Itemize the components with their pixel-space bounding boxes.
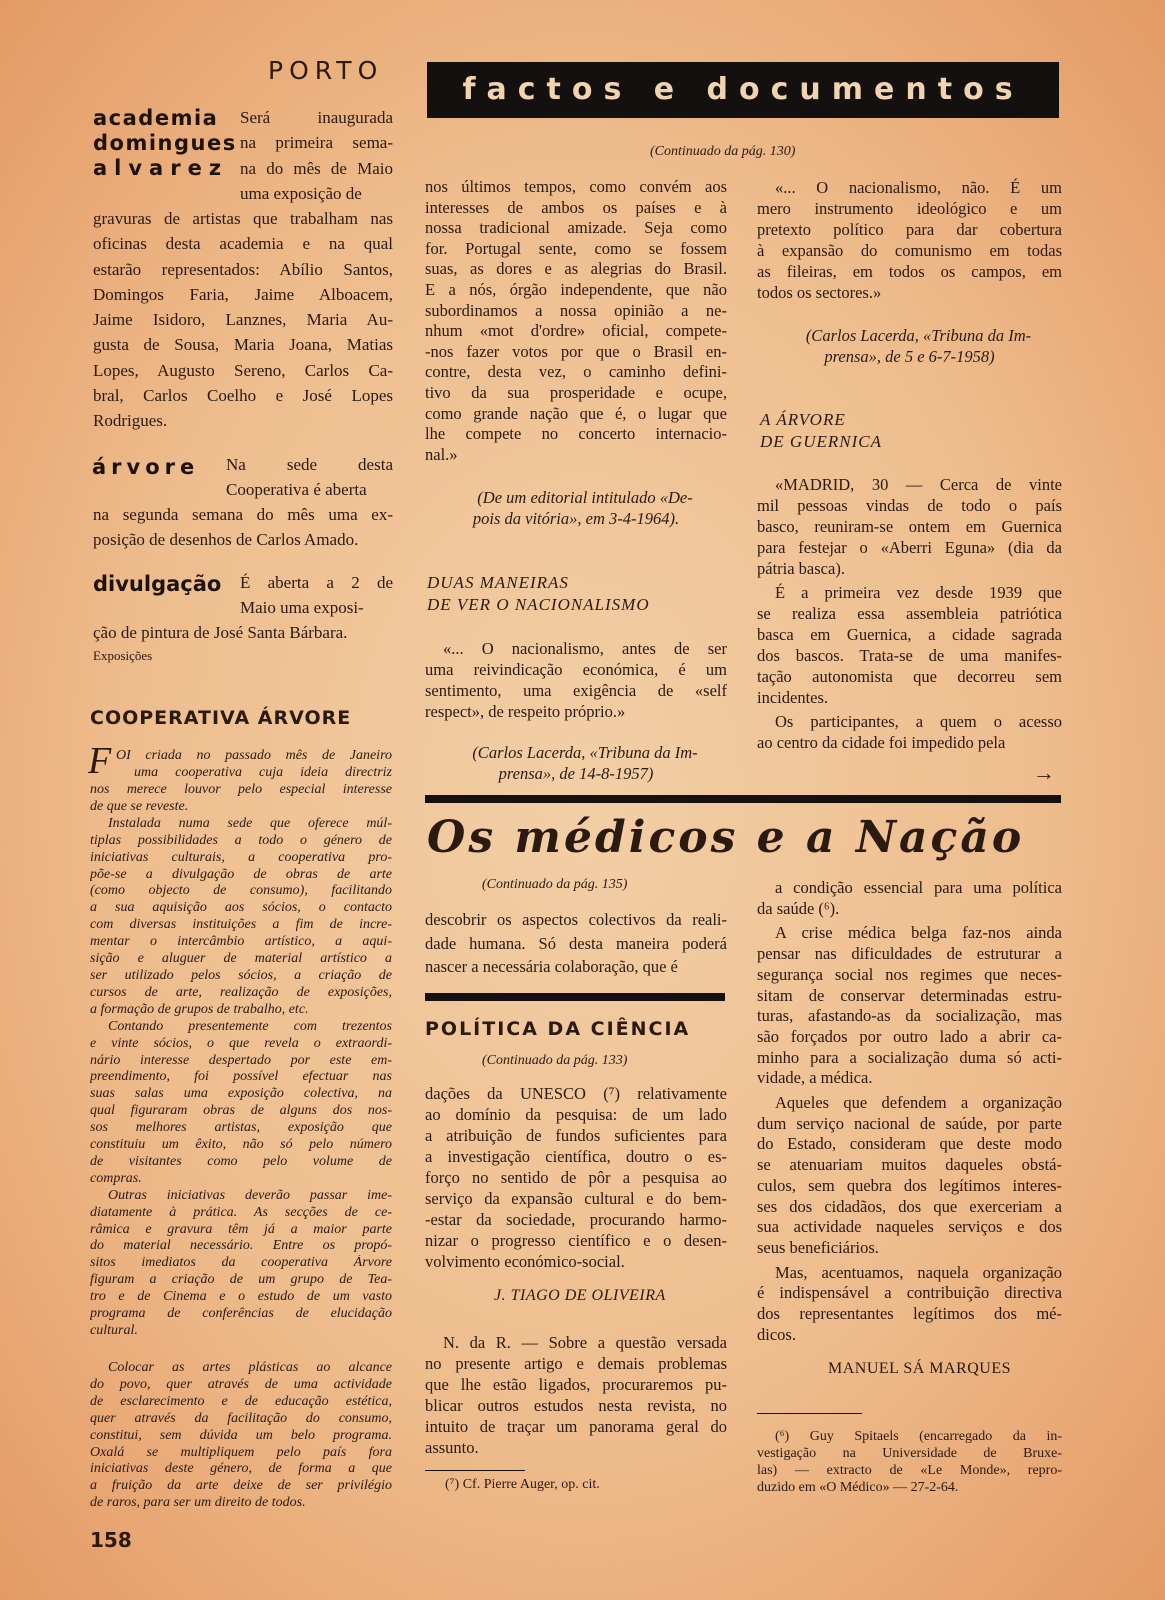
- text-line: se atenuariam muitos daqueles obstá-: [757, 1155, 1062, 1175]
- text-line: suas salas uma exposição colectiva, na: [90, 1086, 392, 1102]
- text-line: oficinas desta academia e na qual: [93, 234, 393, 254]
- text-line: as fileiras, em todos os campos, em: [757, 262, 1062, 281]
- text-line: é indispensável a contribuição directiva: [757, 1283, 1062, 1303]
- text-line: de visitantes como pelo volume de: [90, 1153, 392, 1169]
- text-line: a atribuição de fundos suficientes para: [425, 1126, 727, 1145]
- text-line: forço no sentido de pôr a pesquisa ao: [425, 1168, 727, 1187]
- text-line: sitam de conservar determinadas estru-: [757, 985, 1062, 1005]
- text-line: nal.»: [425, 444, 458, 464]
- text-line: Colocar as artes plásticas ao alcance: [108, 1360, 392, 1375]
- paragraph: [757, 878, 1062, 919]
- cooperativa-first: [116, 748, 392, 782]
- text-line: ser utilizado pelos sócios, a criação de: [90, 967, 392, 983]
- text-line: de esclarecimento e de educação estética,: [90, 1393, 392, 1409]
- text-line: segurança social nos regimes que neces-: [757, 964, 1062, 984]
- section-banner: factos e documentos: [427, 62, 1059, 118]
- text-line: dum serviço nacional de saúde, por parte: [757, 1113, 1062, 1133]
- text-line: compras.: [90, 1170, 142, 1186]
- text-line: a formação de grupos de trabalho, etc.: [90, 1001, 309, 1017]
- paragraph: [757, 582, 1062, 708]
- text-line: sua actividade naqueles serviços e dos: [757, 1217, 1062, 1237]
- paragraph: [757, 474, 1062, 579]
- text-line: do Estado, consideram que deste modo: [757, 1134, 1062, 1154]
- text-line: bral, Carlos Coelho e José Lopes: [93, 386, 393, 406]
- text-line: pensar nas dificuldades de estruturar a: [757, 944, 1062, 964]
- nacionalismo-quote: [425, 638, 727, 722]
- text-line: na do mês de Maio: [240, 158, 393, 178]
- politica-heading: POLÍTICA DA CIÊNCIA: [425, 1018, 691, 1040]
- text-line: a investigação científica, doutro o es-: [425, 1147, 727, 1166]
- text-line: suas, as dores e as alegrias do Brasil.: [425, 259, 727, 279]
- divulgacao-body: [93, 620, 393, 645]
- text-line: (⁶) Guy Spitaels (encarregado da in-: [775, 1429, 1062, 1444]
- text-line: uma exposição de: [240, 183, 362, 203]
- text-line: blicar outros estudos nesta revista, no: [425, 1396, 727, 1415]
- text-line: assunto.: [425, 1438, 479, 1457]
- text-line: É a primeira vez desde 1939 que: [775, 583, 1062, 602]
- text-line: a condição essencial para uma política: [775, 878, 1062, 897]
- text-line: prensa», de 5 e 6-7-1958): [824, 347, 995, 366]
- text-line: para festejar o «Aberri Eguna» (dia da: [757, 538, 1062, 557]
- paragraph: [425, 487, 727, 529]
- text-line: se realiza essa assembleia patriótica: [757, 604, 1062, 623]
- text-line: minho para a socialização duma só acti-: [757, 1047, 1062, 1067]
- text-line: ses dos cidadãos, dos que exerceriam a: [757, 1196, 1062, 1216]
- text-line: são forçados por outro lado a abrir ca-: [757, 1026, 1062, 1046]
- text-line: incidentes.: [757, 688, 829, 707]
- text-line: constitui, sem dúvida um belo programa.: [90, 1427, 392, 1443]
- heading-line: alvarez: [93, 156, 229, 180]
- text-line: tiplas possibilidades a todo o género de: [90, 832, 392, 848]
- text-line: Instalada numa sede que oferece múl-: [108, 815, 392, 831]
- text-line: Contando presentemente com trezentos: [108, 1018, 392, 1034]
- text-line: mero instrumento ideológico e um: [757, 199, 1062, 218]
- text-line: diatamente à prática. As secções de ce-: [90, 1204, 392, 1220]
- text-line: todos os sectores.»: [757, 283, 882, 302]
- text-line: Lopes, Augusto Sereno, Carlos Ca-: [93, 360, 393, 380]
- text-line: Será inaugurada: [240, 108, 393, 127]
- text-line: pátria basca).: [757, 559, 845, 578]
- heading-line: academia: [93, 106, 219, 130]
- medicos-text-right: [757, 878, 1062, 1345]
- text-line: nos últimos tempos, como convém aos: [425, 177, 727, 196]
- text-line: «MADRID, 30 — Cerca de vinte: [775, 475, 1062, 494]
- text-line: do material necessário. Entre os propó-: [90, 1238, 392, 1254]
- guernica-text: [757, 474, 1062, 753]
- text-line: Maio uma exposi-: [240, 598, 364, 617]
- text-line: a fruição da arte deixe de ser privilégio: [90, 1478, 392, 1494]
- text-line: pois da vitória», em 3-4-1964).: [472, 509, 680, 528]
- text-line: nário interesse despertado por este em-: [90, 1052, 392, 1068]
- text-line: subordinamos a nossa opinião a ne-: [425, 300, 727, 320]
- paragraph: [90, 782, 392, 816]
- text-line: respect», de respeito próprio.»: [425, 702, 626, 721]
- text-line: sição e aluguer de material artístico a: [90, 951, 392, 967]
- text-line: (De um editorial intitulado «De-: [477, 488, 693, 507]
- paragraph: [93, 206, 393, 434]
- paragraph: [425, 177, 727, 465]
- politica-author: J. TIAGO DE OLIVEIRA: [494, 1287, 666, 1304]
- paragraph: [425, 638, 727, 722]
- paragraph: [90, 1188, 392, 1340]
- medicos-text: [425, 908, 727, 979]
- text-line: mil pessoas vindas de todo o país: [757, 496, 1062, 515]
- paragraph: [757, 711, 1062, 753]
- editorial-text: [425, 177, 727, 465]
- academia-body: [93, 206, 393, 434]
- text-line: iniciativas culturais, a cooperativa pro-: [90, 849, 392, 865]
- paragraph: [240, 105, 393, 206]
- text-line: Cooperativa é aberta: [226, 480, 367, 499]
- text-line: estarão representados: Abílio Santos,: [93, 259, 393, 279]
- text-line: descobrir os aspectos colectivos da reali-: [425, 910, 727, 929]
- text-line: dade humana. Só desta maneira poderá: [425, 933, 727, 953]
- paragraph: [240, 570, 393, 620]
- paragraph: [226, 452, 393, 502]
- divulgacao-tag: Exposições: [93, 648, 153, 663]
- paragraph: [757, 1263, 1062, 1346]
- text-line: mentar o intercâmbio artístico, a aqui-: [90, 934, 392, 950]
- text-line: A crise médica belga faz-nos ainda: [775, 923, 1062, 943]
- text-line: tivo da sua prosperidade e ocupe,: [425, 382, 727, 402]
- politica-footnote: (⁷) Cf. Pierre Auger, op. cit.: [445, 1477, 600, 1492]
- text-line: duzido em «O Médico» — 27-2-64.: [757, 1480, 959, 1495]
- nacionalismo-citation: [425, 742, 727, 784]
- text-line: com diversas instituições a fim de incre-: [90, 917, 392, 933]
- editorial-citation: [425, 487, 727, 529]
- nacionalismo-heading: [427, 572, 650, 615]
- guernica-heading: [760, 409, 882, 452]
- text-line: serviço da expansão cultural e do bem-: [425, 1189, 727, 1208]
- text-line: sos melhores artistas, exposição que: [90, 1120, 392, 1136]
- paragraph: [425, 742, 727, 784]
- text-line: gusta de Sousa, Maria Joana, Matias: [93, 335, 393, 355]
- text-line: las) — extracto de «Le Monde», repro-: [757, 1463, 1062, 1478]
- text-line: -estar da sociedade, procurando harmo-: [425, 1210, 727, 1229]
- text-line: râmica e gravura têm já a maior parte: [90, 1221, 392, 1237]
- text-line: basca em Guernica, a cidade sagrada: [757, 625, 1062, 644]
- arvore-heading: árvore: [92, 455, 200, 479]
- cooperativa-body: [90, 782, 392, 1340]
- text-line: de que se reveste.: [90, 798, 189, 814]
- text-line: posição de desenhos de Carlos Amado.: [93, 530, 359, 549]
- text-line: (Carlos Lacerda, «Tribuna da Im-: [805, 326, 1032, 345]
- academia-intro: [240, 105, 393, 206]
- text-line: tação autonomista que decorreu sem: [757, 667, 1062, 686]
- text-line: (Carlos Lacerda, «Tribuna da Im-: [472, 743, 698, 762]
- medicos-author: MANUEL SÁ MARQUES: [828, 1360, 1012, 1377]
- text-line: interesses de ambos os países e à: [425, 197, 727, 217]
- text-line: «... O nacionalismo, não. É um: [775, 178, 1062, 197]
- paragraph: [93, 620, 393, 645]
- text-line: volvimento económico-social.: [425, 1252, 625, 1271]
- section-city: PORTO: [268, 56, 384, 85]
- text-line: nossa tradicional amizade. Seja como: [425, 218, 727, 238]
- text-line: qual figuraram obras de alguns dos nos-: [90, 1103, 392, 1119]
- text-line: põe-se a divulgação de obras de arte: [90, 866, 392, 882]
- footnote-rule: [757, 1413, 862, 1414]
- nacionalismo-citation-2: [757, 325, 1062, 367]
- nacionalismo-quote-2: [757, 177, 1062, 303]
- paragraph: [757, 1093, 1062, 1259]
- text-line: tro e de Cinema e o estudo de um vasto: [90, 1289, 392, 1305]
- continued-note: (Continuado da pág. 135): [482, 877, 628, 892]
- text-line: na primeira sema-: [240, 133, 393, 153]
- text-line: programa de conferências de elucidação: [90, 1306, 392, 1322]
- text-line: Os participantes, a quem o acesso: [775, 712, 1062, 731]
- text-line: nizar o progresso científico e o desen-: [425, 1231, 727, 1250]
- continue-arrow-icon: →: [1033, 760, 1055, 785]
- text-line: cursos de arte, realização de exposições,: [90, 984, 392, 1000]
- text-line: E a nós, órgão independente, que não: [425, 279, 727, 299]
- text-line: É aberta a 2 de: [240, 573, 393, 592]
- text-line: Oxalá se multipliquem pelo país fora: [90, 1444, 392, 1460]
- text-line: intuito de traçar um panorama geral do: [425, 1417, 727, 1436]
- text-line: constituiu um êxito, não só pelo número: [90, 1137, 392, 1153]
- heading-line: DE VER O NACIONALISMO: [427, 594, 650, 614]
- text-line: «... O nacionalismo, antes de ser: [443, 639, 727, 658]
- cooperativa-heading: COOPERATIVA ÁRVORE: [90, 707, 352, 729]
- text-line: à expansão do comunismo em todas: [757, 241, 1062, 260]
- text-line: lhe compete no concerto internacio-: [425, 424, 727, 444]
- text-line: preendimento, foi possível efectuar nas: [90, 1069, 392, 1085]
- text-line: a sua aquisição aos sócios, o contacto: [90, 900, 392, 916]
- cooperativa-closing: [90, 1360, 392, 1512]
- text-line: Outras iniciativas deverão passar ime-: [108, 1187, 392, 1203]
- paragraph: [425, 1332, 727, 1458]
- text-line: dicos.: [757, 1324, 796, 1344]
- text-line: (como objecto de consumo), facilitando: [90, 883, 392, 899]
- divulgacao-heading: divulgação: [93, 572, 222, 596]
- text-line: nascer a necessária colaboração, que é: [425, 957, 678, 976]
- text-line: no presente artigo e demais problemas: [425, 1354, 727, 1373]
- heading-line: domingues: [93, 131, 237, 155]
- text-line: culos, sem quebra dos legítimos interes-: [757, 1175, 1062, 1195]
- text-line: do povo, quer através de uma actividade: [90, 1376, 392, 1392]
- paragraph: [425, 908, 727, 979]
- paragraph: [90, 1360, 392, 1512]
- paragraph: [757, 177, 1062, 303]
- article-title: Os médicos e a Nação: [427, 812, 1025, 863]
- text-line: da saúde (⁶).: [757, 898, 840, 918]
- paragraph: [757, 325, 1062, 367]
- heading-line: DE GUERNICA: [760, 431, 882, 451]
- text-line: gravuras de artistas que trabalham nas: [93, 209, 393, 228]
- politica-text: [425, 1083, 727, 1272]
- text-line: ção de pintura de José Santa Bárbara.: [93, 623, 348, 642]
- text-line: quer através da facilitação do consumo,: [90, 1410, 392, 1426]
- academia-heading: [93, 106, 237, 181]
- divulgacao-intro: [240, 570, 393, 620]
- text-line: vestigação na Universidade de Bruxe-: [757, 1446, 1062, 1461]
- paragraph: [757, 923, 1062, 1089]
- arvore-body: [93, 502, 393, 552]
- text-line: pretexto político para dar cobertura: [757, 220, 1062, 239]
- text-line: prensa», de 14-8-1957): [498, 764, 654, 783]
- text-line: Na sede desta: [226, 455, 393, 474]
- arvore-intro: [226, 452, 393, 502]
- text-line: ao centro da cidade foi impedido pela: [757, 733, 1006, 752]
- text-line: sentimento, uma exigência de «self: [425, 681, 727, 700]
- text-line: N. da R. — Sobre a questão versada: [443, 1333, 727, 1352]
- text-line: que lhe estão ligados, procuraremos pu-: [425, 1375, 727, 1394]
- editor-note: [425, 1332, 727, 1458]
- text-line: como grande nação que é, o lugar que: [425, 403, 727, 423]
- continued-note: (Continuado da pág. 130): [650, 144, 796, 159]
- text-line: dos representantes legítimos dos mé-: [757, 1304, 1062, 1324]
- text-line: sitos imediatos da cooperativa Árvore: [90, 1255, 392, 1271]
- text-line: Domingos Faria, Jaime Alboacem,: [93, 284, 393, 304]
- section-divider: [425, 795, 1061, 803]
- text-line: turas, afastando-as da socialização, mas: [757, 1006, 1062, 1026]
- text-line: uma cooperativa cuja ideia directriz: [134, 764, 392, 780]
- text-line: figuram a criação de um grupo de Tea-: [90, 1272, 392, 1288]
- text-line: Jaime Isidoro, Lanznes, Maria Au-: [93, 310, 393, 330]
- page-number: 158: [90, 1528, 132, 1552]
- text-line: cultural.: [90, 1323, 138, 1338]
- text-line: nos merece louvor pelo especial interesse: [90, 782, 392, 797]
- section-bar: [425, 993, 725, 1001]
- medicos-footnote: [757, 1428, 1062, 1496]
- text-line: seus beneficiários.: [757, 1237, 879, 1257]
- heading-line: DUAS MANEIRAS: [427, 573, 569, 592]
- text-line: Mas, acentuamos, naquela organização: [775, 1262, 1062, 1282]
- text-line: Rodrigues.: [93, 411, 168, 431]
- text-line: dações da UNESCO (⁷) relativamente: [425, 1084, 727, 1103]
- text-line: dos bascos. Trata-se de uma manifes-: [757, 646, 1062, 665]
- text-line: -nos fazer votos por que o Brasil en-: [425, 341, 727, 361]
- text-line: uma reivindicação económica, é um: [425, 660, 727, 679]
- paragraph: [90, 816, 392, 1019]
- text-line: for. Portugal sente, como se fossem: [425, 238, 727, 258]
- text-line: de raros, para ser um direito de todos.: [90, 1495, 306, 1511]
- text-line: OI criada no passado mês de Janeiro: [116, 748, 392, 763]
- text-line: vidade, a médica.: [757, 1068, 873, 1088]
- paragraph: [90, 1019, 392, 1188]
- text-line: contre, desta vez, o caminho defini-: [425, 362, 727, 382]
- text-line: e vinte sócios, o que revela o extraordi-: [90, 1035, 392, 1051]
- continued-note: (Continuado da pág. 133): [482, 1053, 628, 1068]
- text-line: na segunda semana do mês uma ex-: [93, 505, 393, 524]
- text-line: iniciativas deste género, de forma a que: [90, 1461, 392, 1477]
- footnote-rule: [425, 1470, 525, 1471]
- text-line: basco, reuniram-se ontem em Guernica: [757, 517, 1062, 536]
- paragraph: [93, 502, 393, 552]
- paragraph: [425, 1083, 727, 1272]
- drop-cap: F: [88, 740, 112, 782]
- text-line: nhum «mot d'ordre» oficial, compete-: [425, 321, 727, 341]
- text-line: ao domínio da pesquisa: de um lado: [425, 1105, 727, 1124]
- heading-line: A ÁRVORE: [760, 410, 846, 429]
- text-line: Aqueles que defendem a organização: [775, 1093, 1062, 1113]
- paragraph: [757, 1428, 1062, 1496]
